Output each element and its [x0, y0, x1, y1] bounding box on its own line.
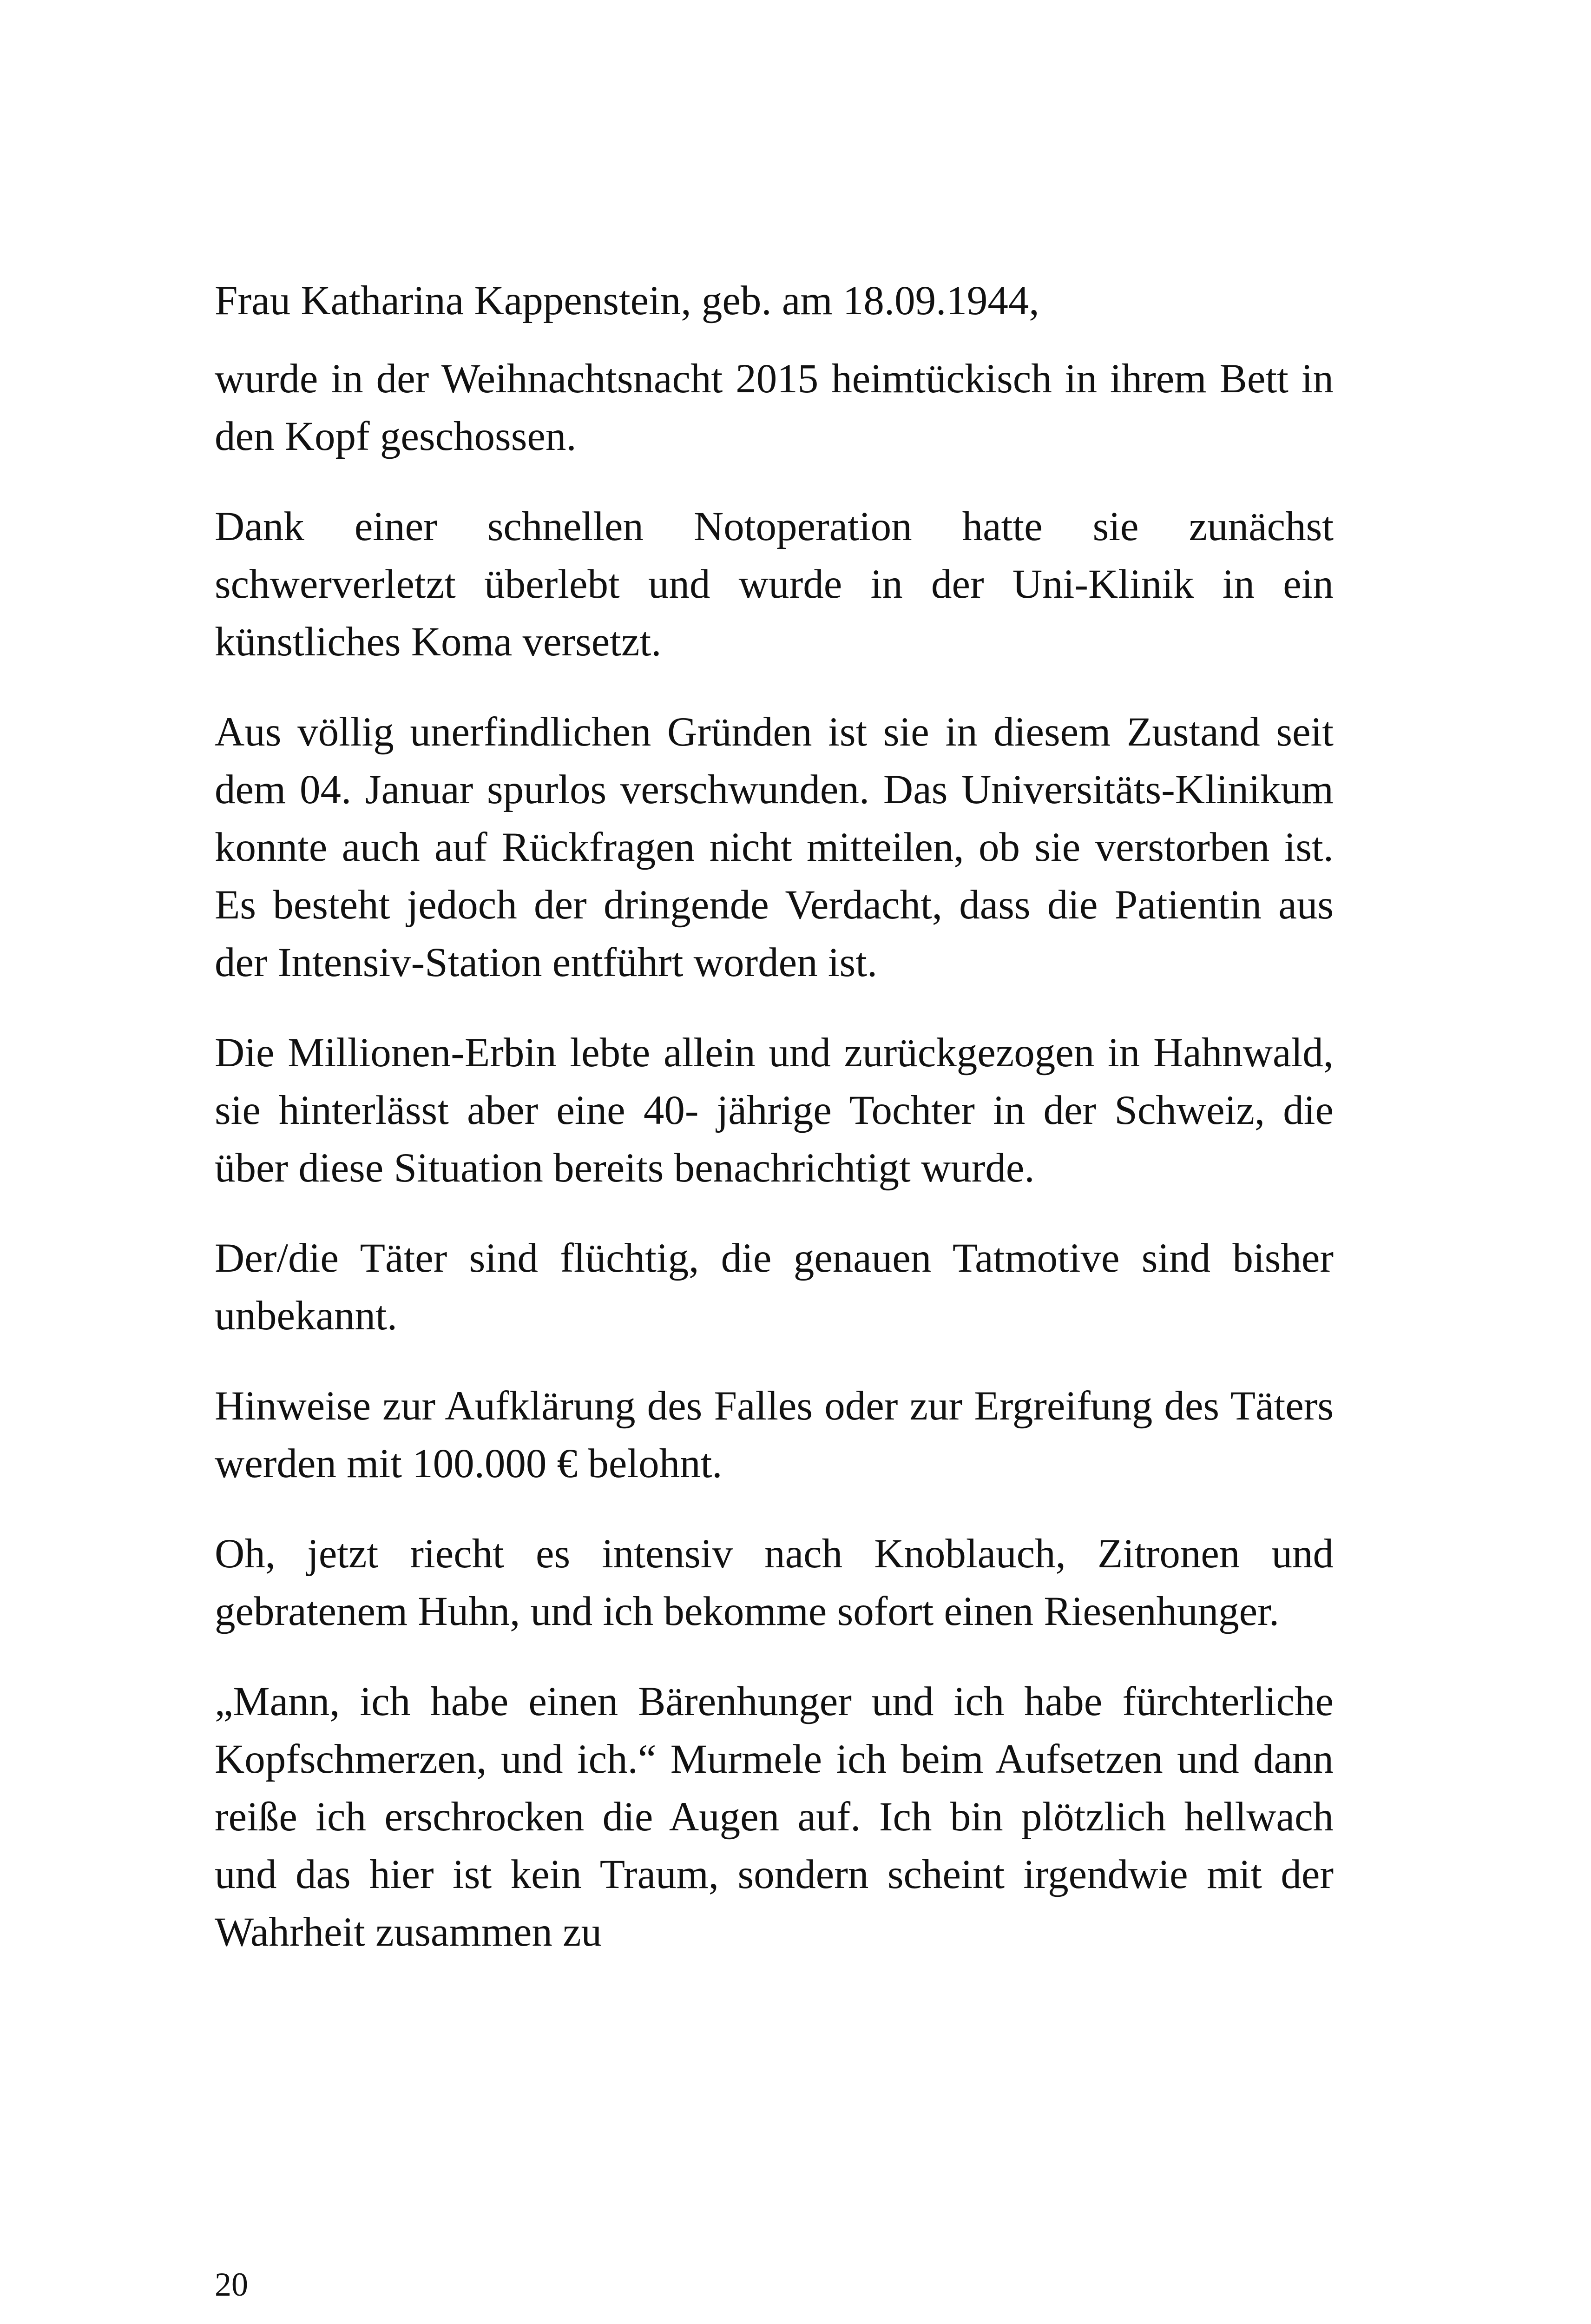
paragraph-7: Hinweise zur Aufklärung des Falles oder zur Ergreifung des Täters werden mit 100.000 € belohnt.	[215, 1383, 1334, 1486]
paragraph-1: Frau Katharina Kappenstein, geb. am 18.09.1944,	[215, 278, 1039, 324]
paragraph-8: Oh, jetzt riecht es intensiv nach Knoblauch, Zitronen und gebratenem Huhn, und ich bekomme sofort einen Riesenhunger.	[215, 1531, 1334, 1634]
page-number: 20	[215, 2266, 248, 2303]
body-text	[215, 272, 1334, 1994]
paragraph-5: Die Millionen-Erbin lebte allein und zurückgezogen in Hahnwald, sie hinterlässt aber eine 40- jährige Tochter in der Schweiz, die über diese Situation bereits benachrichtigt wurde.	[215, 1030, 1334, 1191]
paragraph-3: Dank einer schnellen Notoperation hatte sie zunächst schwerverletzt überlebt und wurde in der Uni-Klinik in ein künstliches Koma versetzt.	[215, 504, 1334, 665]
paragraph-6: Der/die Täter sind flüchtig, die genauen Tatmotive sind bisher unbekannt.	[215, 1235, 1334, 1339]
paragraph-4: Aus völlig unerfindlichen Gründen ist sie in diesem Zustand seit dem 04. Januar spurlos verschwunden. Das Universitäts-Klinikum konnte auch auf Rückfragen nicht mitteilen, ob sie verstorben ist. Es besteht jedoch der dringende Verdacht, dass die Patientin aus der Intensiv-Station entführt worden ist.	[215, 709, 1334, 985]
paragraph-9: „Mann, ich habe einen Bärenhunger und ich habe fürchterliche Kopfschmerzen, und ich.“ Murmele ich beim Aufsetzen und dann reiße ich erschrocken die Augen auf. Ich bin plötzlich hellwach und das hier ist kein Traum, sondern scheint irgendwie mit der Wahrheit zusammen zu	[215, 1679, 1334, 1955]
paragraph-2: wurde in der Weihnachtsnacht 2015 heimtückisch in ihrem Bett in den Kopf geschossen.	[215, 356, 1334, 459]
